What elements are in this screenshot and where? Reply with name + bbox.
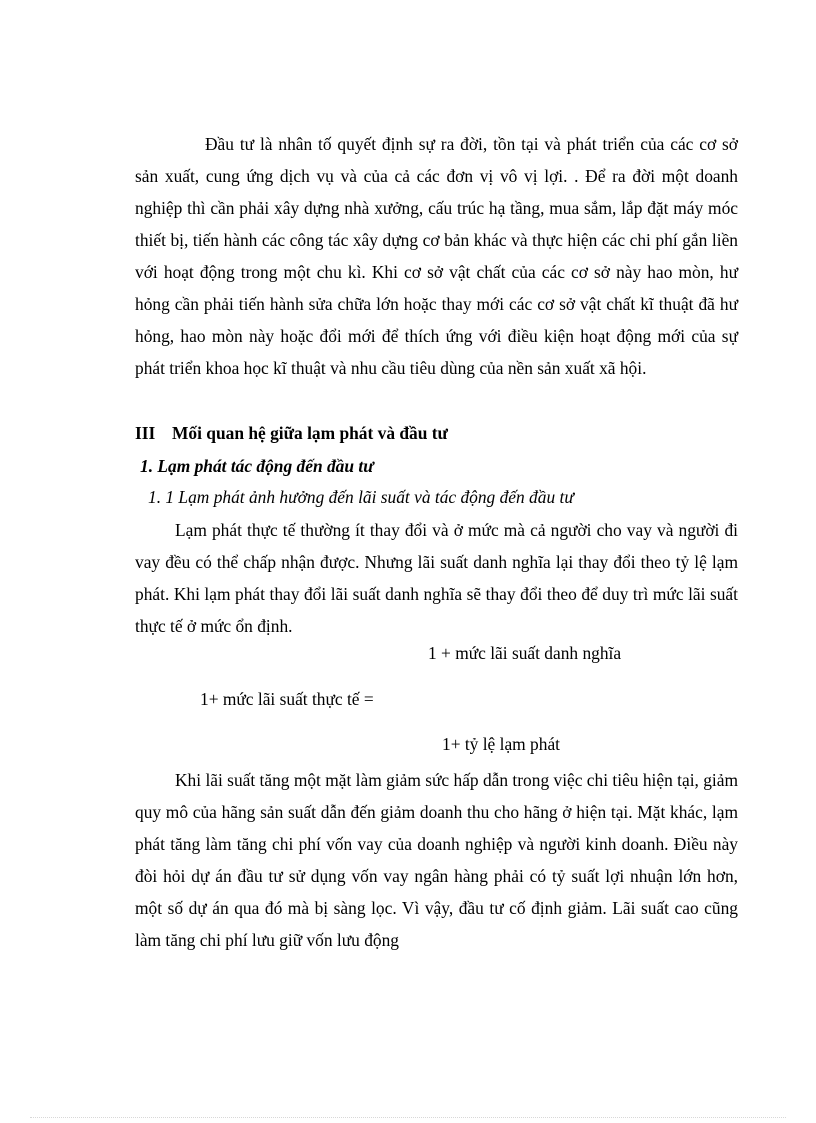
formula-left-side: 1+ mức lãi suất thực tế = — [200, 689, 374, 709]
paragraph-investment-role: Đầu tư là nhân tố quyết định sự ra đời, tồn tại và phát triển của các cơ sở sản xuất, cung ứng dịch vụ và của cả các đơn vị vô vị lợi. . Để ra đời một doanh nghiệp thì cần phải xây dựng nhà xưởng, cấu trúc hạ tầng, mua sắm, lắp đặt máy móc thiết bị, tiến hành các công tác xây dựng cơ bản khác và thực hiện các chi phí gắn liền với hoạt động trong một chu kì. Khi cơ sở vật chất của các cơ sở này hao mòn, hư hỏng cần phải tiến hành sửa chữa lớn hoặc thay mới các cơ sở vật chất kĩ thuật đã hư hỏng, hao mòn này hoặc đổi mới để thích ứng với điều kiện hoạt động mới của sự phát triển khoa học kĩ thuật và nhu cầu tiêu dùng của nền sản xuất xã hội. — [135, 134, 738, 378]
formula-denominator: 1+ tỷ lệ lạm phát — [442, 734, 560, 754]
section-heading — [135, 423, 448, 444]
formula-numerator: 1 + mức lãi suất danh nghĩa — [428, 643, 622, 663]
subsection-heading-1: 1. Lạm phát tác động đến đầu tư — [140, 456, 374, 476]
page-bottom-border — [30, 1117, 786, 1118]
subsection-heading-1-1: 1. 1 Lạm phát ảnh hưởng đến lãi suất và tác động đến đầu tư — [148, 487, 574, 507]
section-title: Mối quan hệ giữa lạm phát và đầu tư — [172, 423, 448, 443]
section-number: III — [135, 423, 156, 443]
paragraph-interest-effects: Khi lãi suất tăng một mặt làm giảm sức hấp dẫn trong việc chi tiêu hiện tại, giảm quy mô của hãng sản suất dẫn đến giảm doanh thu cho hãng ở hiện tại. Mặt khác, lạm phát tăng làm tăng chi phí vốn vay của doanh nghiệp và người kinh doanh. Điều này đòi hỏi dự án đầu tư sử dụng vốn vay ngân hàng phải có tỷ suất lợi nhuận lớn hơn, một số dự án qua đó mà bị sàng lọc. Vì vậy, đầu tư cố định giảm. Lãi suất cao cũng làm tăng chi phí lưu giữ vốn lưu động — [135, 770, 738, 950]
paragraph-inflation-interest: Lạm phát thực tế thường ít thay đổi và ở mức mà cả người cho vay và người đi vay đều có thể chấp nhận được. Nhưng lãi suất danh nghĩa lại thay đổi theo tỷ lệ lạm phát. Khi lạm phát thay đổi lãi suất danh nghĩa sẽ thay đổi theo để duy trì mức lãi suất thực tế ở mức ổn định. — [135, 520, 738, 636]
